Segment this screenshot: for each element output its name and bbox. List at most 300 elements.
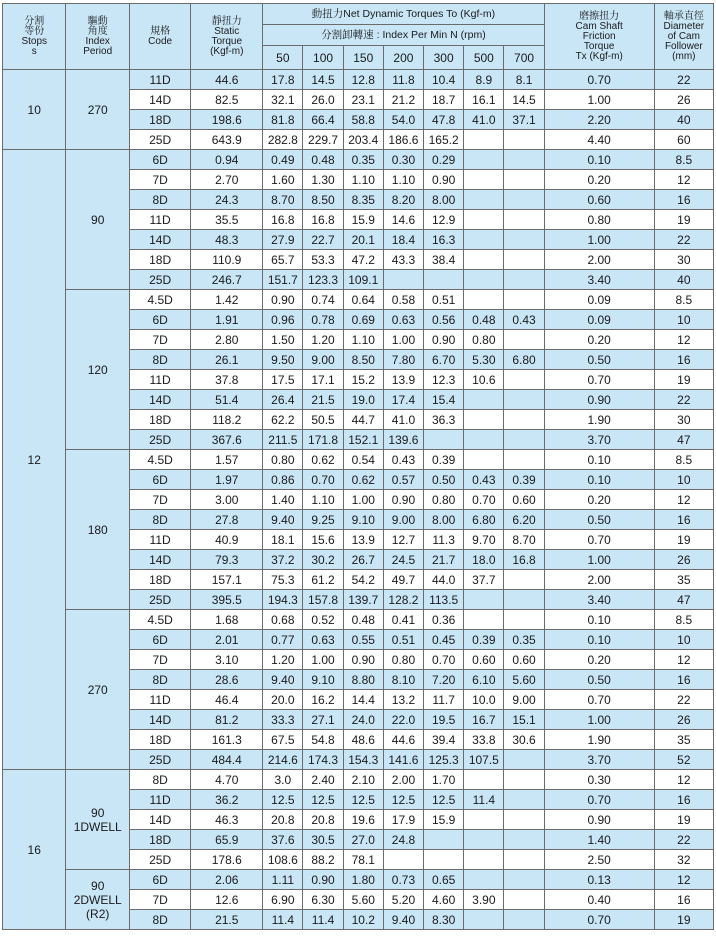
table-cell [504,750,544,770]
table-cell: 24.0 [343,710,383,730]
table-cell: 5.30 [464,350,504,370]
table-cell: 0.80 [464,330,504,350]
table-cell: 9.50 [263,350,303,370]
table-cell: 6.10 [464,670,504,690]
table-cell: 0.43 [504,310,544,330]
table-cell: 13.2 [383,690,423,710]
table-cell: 0.10 [544,470,654,490]
table-row [3,290,714,310]
table-cell: 12.8 [343,70,383,90]
table-cell: 8.50 [343,350,383,370]
table-cell: 49.7 [383,570,423,590]
table-cell: 7.20 [424,670,464,690]
table-cell: 5.20 [383,890,423,910]
table-cell: 18.4 [383,230,423,250]
table-cell: 1.11 [263,870,303,890]
table-cell: 88.2 [303,850,343,870]
table-cell: 0.43 [464,470,504,490]
table-cell: 14.5 [504,90,544,110]
table-cell [504,210,544,230]
table-cell: 0.48 [343,610,383,630]
table-cell: 35.5 [191,210,263,230]
table-cell: 0.10 [544,150,654,170]
table-cell: 18.0 [464,550,504,570]
table-cell: 16.8 [504,550,544,570]
table-cell: 0.49 [263,150,303,170]
table-cell: 33.3 [263,710,303,730]
table-cell: 14.5 [303,70,343,90]
table-cell: 10.2 [343,910,383,930]
table-cell [504,850,544,870]
table-cell: 203.4 [343,130,383,150]
index-period-cell: 270 [66,70,129,150]
table-cell: 39.4 [424,730,464,750]
table-cell: 8.70 [263,190,303,210]
table-cell: 0.80 [424,490,464,510]
header-friction-text: 磨擦扭力 Cam Shaft Friction Torque Tx (Kgf-m) [575,10,623,62]
table-cell: 12.5 [343,790,383,810]
table-cell: 0.90 [544,390,654,410]
table-cell [464,270,504,290]
table-cell: 0.80 [383,650,423,670]
table-cell: 16.7 [464,710,504,730]
table-cell: 21.5 [191,910,263,930]
table-cell: 15.9 [424,810,464,830]
table-cell: 0.35 [343,150,383,170]
table-cell: 18D [129,250,190,270]
table-cell: 108.6 [263,850,303,870]
table-cell: 58.8 [343,110,383,130]
table-cell: 0.60 [504,650,544,670]
table-cell: 9.10 [303,670,343,690]
table-cell: 81.8 [263,110,303,130]
table-row [3,610,714,630]
table-cell: 0.90 [424,170,464,190]
table-cell: 2.80 [191,330,263,350]
table-cell: 2.70 [191,170,263,190]
table-row [3,450,714,470]
table-cell: 0.78 [303,310,343,330]
table-cell: 11.8 [383,70,423,90]
table-cell: 6D [129,470,190,490]
table-cell: 5.60 [504,670,544,690]
table-cell: 0.09 [544,310,654,330]
table-cell: 0.41 [383,610,423,630]
table-cell: 246.7 [191,270,263,290]
table-cell: 8.20 [383,190,423,210]
table-cell: 79.3 [191,550,263,570]
table-cell: 18.1 [263,530,303,550]
table-cell: 4.70 [191,770,263,790]
table-cell: 65.9 [191,830,263,850]
table-cell: 8.00 [424,510,464,530]
table-cell: 15.2 [343,370,383,390]
index-period-cell: 90 [66,150,129,290]
table-cell: 25D [129,270,190,290]
table-cell: 11.7 [424,690,464,710]
table-cell: 15.1 [504,710,544,730]
table-cell: 6D [129,310,190,330]
table-cell: 16 [654,510,713,530]
table-cell: 16 [654,190,713,210]
table-cell: 61.2 [303,570,343,590]
table-cell: 0.90 [263,290,303,310]
table-cell: 20.8 [303,810,343,830]
table-cell: 8.10 [383,670,423,690]
table-cell: 8.50 [303,190,343,210]
table-cell: 12.7 [383,530,423,550]
table-cell: 171.8 [303,430,343,450]
table-cell: 8D [129,350,190,370]
table-cell: 395.5 [191,590,263,610]
header-index-period [66,4,129,70]
header-stops-text: 分割 等份 Stops s [21,15,48,57]
table-cell [464,170,504,190]
table-cell: 8D [129,510,190,530]
table-cell: 12 [654,490,713,510]
table-cell: 15.9 [343,210,383,230]
table-cell: 37.2 [263,550,303,570]
table-cell: 12.5 [424,790,464,810]
table-cell: 2.00 [383,770,423,790]
table-cell: 0.30 [383,150,423,170]
table-cell: 1.00 [544,710,654,730]
table-cell: 123.3 [303,270,343,290]
table-cell [464,870,504,890]
table-cell: 0.63 [303,630,343,650]
table-cell: 0.70 [544,370,654,390]
table-cell: 47.8 [424,110,464,130]
table-cell: 0.40 [544,890,654,910]
table-cell: 0.70 [464,490,504,510]
table-cell: 1.30 [303,170,343,190]
table-cell: 37.1 [504,110,544,130]
table-cell: 0.30 [544,770,654,790]
table-cell: 19 [654,910,713,930]
table-cell [464,590,504,610]
table-cell: 50.5 [303,410,343,430]
table-cell: 43.3 [383,250,423,270]
table-cell: 1.97 [191,470,263,490]
table-cell: 38.4 [424,250,464,270]
header-diameter [654,4,713,70]
index-period-cell: 90 2DWELL (R2) [66,870,129,930]
table-cell: 11D [129,70,190,90]
table-cell: 13.9 [343,530,383,550]
table-cell: 7D [129,170,190,190]
stops-cell: 10 [3,70,66,150]
table-cell: 211.5 [263,430,303,450]
table-cell: 27.0 [343,830,383,850]
table-cell: 0.48 [303,150,343,170]
table-cell: 11D [129,370,190,390]
table-cell [504,250,544,270]
table-cell: 0.20 [544,170,654,190]
header-rpm-50: 50 [263,46,303,70]
table-cell: 60 [654,130,713,150]
table-cell: 9.00 [504,690,544,710]
table-cell: 37.6 [263,830,303,850]
table-cell: 32.1 [263,90,303,110]
table-cell: 10.6 [464,370,504,390]
table-cell: 214.6 [263,750,303,770]
table-cell: 8.5 [654,450,713,470]
header-rpm-500: 500 [464,46,504,70]
table-cell: 22 [654,70,713,90]
table-cell: 6D [129,630,190,650]
table-cell: 12.3 [424,370,464,390]
table-cell: 2.10 [343,770,383,790]
table-cell [424,270,464,290]
table-header [3,4,714,70]
table-cell: 18D [129,570,190,590]
table-cell: 44.6 [383,730,423,750]
table-cell: 9.40 [263,510,303,530]
table-cell: 16.8 [303,210,343,230]
table-cell: 0.50 [544,350,654,370]
table-cell: 0.70 [544,690,654,710]
header-rpm-150: 150 [343,46,383,70]
table-cell: 81.2 [191,710,263,730]
table-cell: 6.90 [263,890,303,910]
table-cell: 4.40 [544,130,654,150]
table-cell: 0.20 [544,330,654,350]
table-cell: 3.00 [191,490,263,510]
table-cell: 52 [654,750,713,770]
table-cell: 14D [129,550,190,570]
table-cell: 157.1 [191,570,263,590]
table-cell: 154.3 [343,750,383,770]
table-cell: 24.3 [191,190,263,210]
table-cell: 152.1 [343,430,383,450]
table-cell: 26.7 [343,550,383,570]
table-cell [504,890,544,910]
table-cell: 19.0 [343,390,383,410]
index-period-cell: 270 [66,610,129,770]
table-cell: 3.90 [464,890,504,910]
table-cell: 0.58 [383,290,423,310]
table-cell: 53.3 [303,250,343,270]
table-cell: 21.2 [383,90,423,110]
table-cell [504,390,544,410]
table-cell: 10.0 [464,690,504,710]
table-cell: 12.9 [424,210,464,230]
table-cell: 44.6 [191,70,263,90]
table-cell: 151.7 [263,270,303,290]
table-row [3,70,714,90]
table-cell: 3.70 [544,750,654,770]
table-cell: 3.40 [544,590,654,610]
table-cell: 8D [129,190,190,210]
table-cell: 0.80 [544,210,654,230]
table-cell: 8.1 [504,70,544,90]
table-cell [464,390,504,410]
table-cell: 14D [129,710,190,730]
table-cell: 78.1 [343,850,383,870]
header-index-period-text: 驅動 角度 Index Period [83,15,113,57]
table-cell: 113.5 [424,590,464,610]
table-cell: 8.00 [424,190,464,210]
table-cell: 1.10 [383,170,423,190]
table-cell: 9.00 [303,350,343,370]
table-cell: 161.3 [191,730,263,750]
table-cell: 16 [654,670,713,690]
table-cell [504,410,544,430]
table-cell: 0.29 [424,150,464,170]
table-cell: 75.3 [263,570,303,590]
table-body [3,70,714,930]
table-cell [383,270,423,290]
table-cell: 36.2 [191,790,263,810]
table-cell: 10 [654,310,713,330]
table-cell: 65.7 [263,250,303,270]
table-cell: 1.90 [544,730,654,750]
table-cell: 0.69 [343,310,383,330]
table-cell: 0.86 [263,470,303,490]
table-cell: 2.00 [544,250,654,270]
table-cell: 35 [654,570,713,590]
table-cell: 36.3 [424,410,464,430]
table-cell: 5.60 [343,890,383,910]
table-cell [464,250,504,270]
table-cell: 0.64 [343,290,383,310]
header-dynamic-title-text: 動扭力Net Dynamic Torques To (Kgf-m) [311,8,496,20]
table-cell: 30.5 [303,830,343,850]
table-cell: 11D [129,790,190,810]
table-cell: 12.5 [383,790,423,810]
header-rpm-200: 200 [383,46,423,70]
table-cell: 54.2 [343,570,383,590]
table-cell: 8D [129,770,190,790]
table-cell: 9.70 [464,530,504,550]
table-cell: 1.00 [383,330,423,350]
table-cell: 25D [129,430,190,450]
table-cell: 21.7 [424,550,464,570]
table-cell: 11.3 [424,530,464,550]
table-cell: 20.0 [263,690,303,710]
table-cell: 1.68 [191,610,263,630]
table-cell: 47 [654,590,713,610]
table-cell: 22 [654,230,713,250]
table-cell: 25D [129,130,190,150]
table-cell [504,810,544,830]
table-cell [504,130,544,150]
table-cell: 8.30 [424,910,464,930]
table-cell: 27.1 [303,710,343,730]
table-cell: 0.55 [343,630,383,650]
spec-table-container [2,3,714,930]
table-cell: 18.7 [424,90,464,110]
table-cell [504,150,544,170]
table-cell: 165.2 [424,130,464,150]
table-cell: 1.70 [424,770,464,790]
table-cell: 16 [654,350,713,370]
table-cell: 11D [129,210,190,230]
table-cell: 1.80 [343,870,383,890]
table-cell: 25D [129,590,190,610]
table-cell: 11D [129,530,190,550]
table-cell: 4.5D [129,610,190,630]
table-cell: 118.2 [191,410,263,430]
table-cell [504,830,544,850]
table-cell: 6.30 [303,890,343,910]
table-cell: 1.00 [303,650,343,670]
table-cell: 0.62 [343,470,383,490]
table-cell: 1.00 [343,490,383,510]
table-cell: 37.7 [464,570,504,590]
table-cell: 9.40 [383,910,423,930]
table-cell: 12 [654,870,713,890]
table-cell [504,170,544,190]
table-cell: 40 [654,110,713,130]
table-cell: 0.90 [383,490,423,510]
table-cell: 0.54 [343,450,383,470]
table-cell: 0.62 [303,450,343,470]
table-cell: 15.4 [424,390,464,410]
table-cell: 0.77 [263,630,303,650]
table-cell: 7.80 [383,350,423,370]
table-cell: 32 [654,850,713,870]
header-rpm-700: 700 [504,46,544,70]
header-rpm-300: 300 [424,46,464,70]
table-cell: 2.01 [191,630,263,650]
table-cell: 10 [654,630,713,650]
table-cell: 186.6 [383,130,423,150]
table-cell: 2.50 [544,850,654,870]
table-cell: 6D [129,870,190,890]
table-cell: 54.8 [303,730,343,750]
table-cell [383,850,423,870]
table-cell: 4.5D [129,290,190,310]
table-cell: 7D [129,490,190,510]
table-cell: 67.5 [263,730,303,750]
table-cell: 12 [654,770,713,790]
table-cell: 0.68 [263,610,303,630]
table-cell: 1.60 [263,170,303,190]
table-cell: 3.10 [191,650,263,670]
table-cell: 13.9 [383,370,423,390]
table-cell: 8.5 [654,290,713,310]
table-cell: 0.74 [303,290,343,310]
table-cell: 2.20 [544,110,654,130]
table-cell: 24.5 [383,550,423,570]
table-cell: 26.0 [303,90,343,110]
table-cell: 54.0 [383,110,423,130]
header-friction [544,4,654,70]
table-cell: 10 [654,470,713,490]
table-cell: 1.90 [544,410,654,430]
table-cell: 14D [129,90,190,110]
table-cell: 9.00 [383,510,423,530]
table-cell: 0.35 [504,630,544,650]
table-cell: 41.0 [383,410,423,430]
table-cell: 26 [654,710,713,730]
table-cell: 19.5 [424,710,464,730]
table-cell [504,190,544,210]
table-cell: 0.70 [544,70,654,90]
table-cell: 26.4 [263,390,303,410]
table-cell: 0.60 [504,490,544,510]
table-cell [504,570,544,590]
table-cell: 107.5 [464,750,504,770]
table-cell: 0.60 [544,190,654,210]
table-cell: 14D [129,390,190,410]
table-cell: 0.73 [383,870,423,890]
header-static-torque [191,4,263,70]
table-cell: 0.63 [383,310,423,330]
table-cell [504,330,544,350]
table-cell: 11.4 [263,910,303,930]
